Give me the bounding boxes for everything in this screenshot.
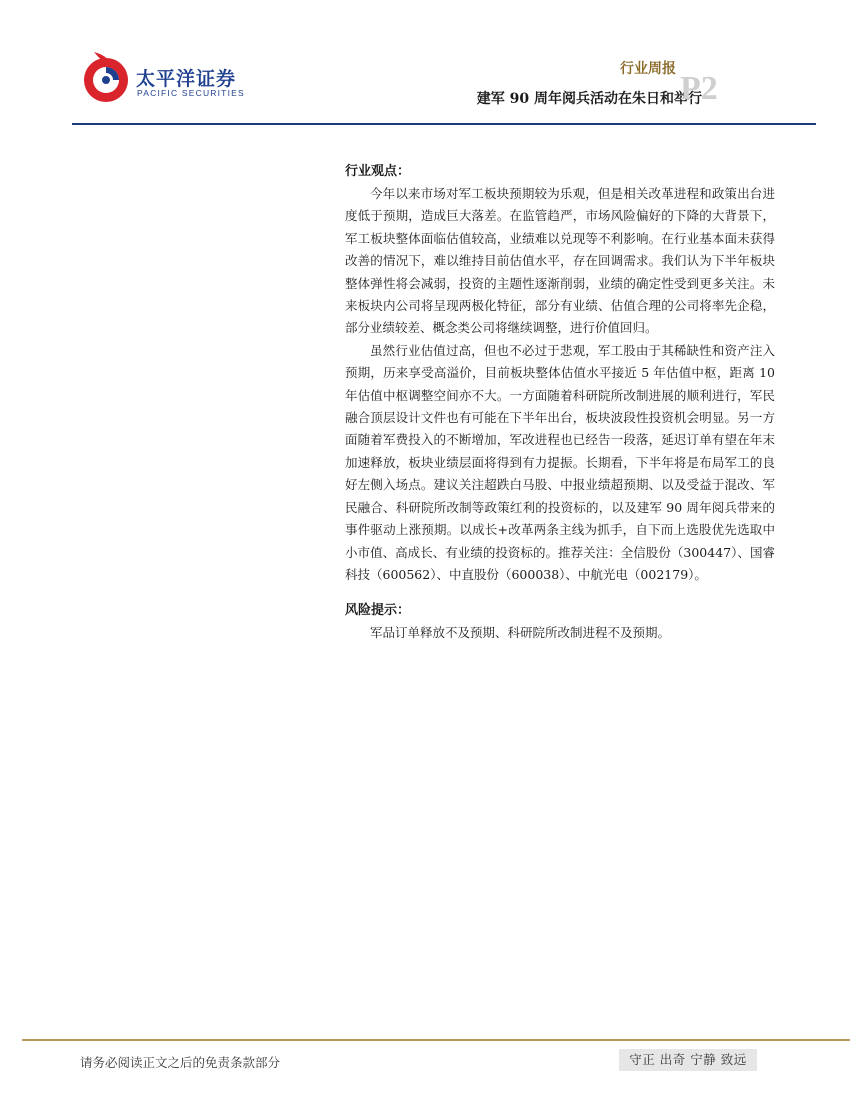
footer-disclaimer: 请务必阅读正文之后的免责条款部分 [80,1055,281,1070]
footer-slogan: 守正 出奇 宁静 致远 [619,1049,757,1071]
company-logo [80,46,245,106]
report-title: 建军 90 周年阅兵活动在朱日和举行 [476,91,702,107]
page-number: P2 [680,70,718,107]
report-body [345,161,775,645]
section-heading: 行业观点： [345,164,411,179]
risk-warning-section [345,600,775,644]
paragraph: 虽然行业估值过高，但也不必过于悲观，军工股由于其稀缺性和资产注入预期，历来享受高溢价，目前板块整体估值水平接近 5 年估值中枢，距离 10 年估值中枢调整空间亦不大。一方面随着科研院所改制进展的顺利进行，军民融合顶层设计文件也有可能在下半年出台，板块波段性投资机会明显。另一方面随着军费投入的不断增加，军改进程也已经告一段落，延迟订单有望在年末加速释放，板块业绩层面将得到有力提振。长期看，下半年将是布局军工的良好左侧入场点。建议关注超跌白马股、中报业绩超预期、以及受益于混改、军民融合、科研院所改制等政策红利的投资标的，以及建军 90 周年阅兵带来的事件驱动上涨预期。以成长+改革两条主线为抓手，自下而上选股优先选取中小市值、高成长、有业绩的投资标的。推荐关注：全信股份（300447）、国睿科技（600562）、中直股份（600038）、中航光电（002179）。 [345,342,775,582]
logo-english-name: PACIFIC SECURITIES [137,88,245,98]
industry-view-section [345,161,775,586]
section-heading: 风险提示： [345,603,411,619]
report-type-label: 行业周报 [620,61,676,77]
logo-chinese-name: 太平洋证券 [136,68,237,90]
pacific-securities-logo-icon [80,46,132,108]
header-divider [72,123,816,125]
paragraph: 今年以来市场对军工板块预期较为乐观，但是相关改革进程和政策出台进度低于预期，造成巨大落差。在监管趋严，市场风险偏好的下降的大背景下，军工板块整体面临估值较高，业绩难以兑现等不利影响。在行业基本面未获得改善的情况下，难以维持目前估值水平，存在回调需求。我们认为下半年板块整体弹性将会减弱，投资的主题性逐渐削弱，业绩的确定性受到更多关注。未来板块内公司将呈现两极化特征，部分有业绩、估值合理的公司将率先企稳，部分业绩较差、概念类公司将继续调整，进行价值回归。 [345,186,775,336]
paragraph: 军品订单释放不及预期、科研院所改制进程不及预期。 [370,625,671,641]
footer-divider [22,1039,850,1041]
section-spacer [345,586,775,600]
